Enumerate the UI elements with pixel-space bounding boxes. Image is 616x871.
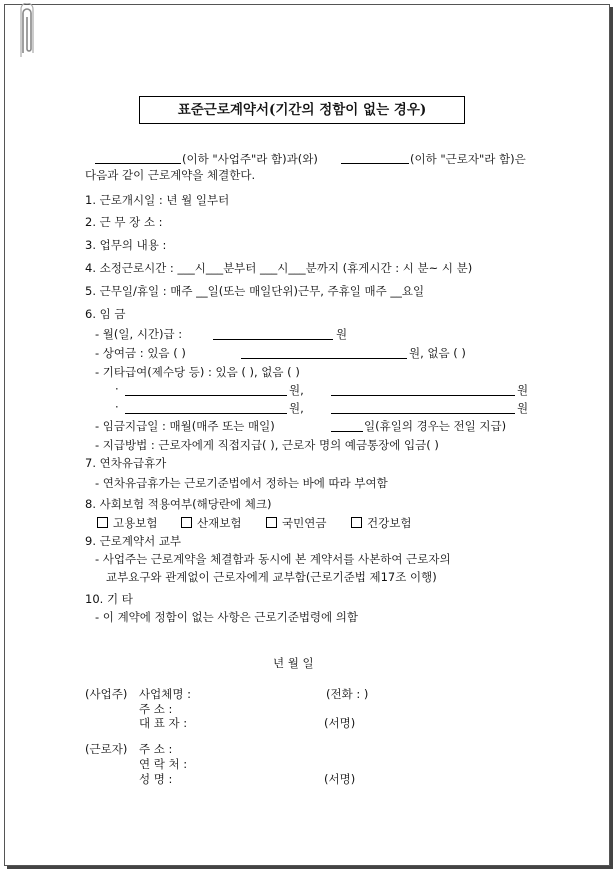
wage-monthly-unit: 원 xyxy=(336,327,348,341)
intro-line2: 다음과 같이 근로계약을 체결한다. xyxy=(85,168,256,182)
checkbox-icon[interactable] xyxy=(266,517,277,528)
annual-leave-note: - 연차유급휴가는 근로기준법에서 정하는 바에 따라 부여함 xyxy=(95,476,388,490)
insurance-health-label: 건강보험 xyxy=(367,516,412,530)
item-wages: 6. 임 금 xyxy=(85,307,126,321)
checkbox-icon[interactable] xyxy=(351,517,362,528)
employer-representative: 대 표 자 : xyxy=(139,716,188,730)
insurance-accident[interactable] xyxy=(181,516,241,530)
payday-blank[interactable] xyxy=(331,431,363,432)
intro-part2: (이하 "근로자"라 함)은 xyxy=(410,152,526,166)
document-title: 표준근로계약서(기간의 정함이 없는 경우) xyxy=(139,96,465,124)
item-job-description: 3. 업무의 내용 : xyxy=(85,238,167,252)
insurance-employment[interactable] xyxy=(97,516,157,530)
item-contract-delivery: 9. 근로계약서 교부 xyxy=(85,534,182,548)
item-etc: 10. 기 타 xyxy=(85,592,133,606)
contract-delivery-note-1: - 사업주는 근로계약을 체결함과 동시에 본 계약서를 사본하여 근로자의 xyxy=(95,552,451,566)
wage-monthly-blank[interactable] xyxy=(213,339,333,340)
bullet-dot: · xyxy=(115,400,119,414)
document-page xyxy=(4,4,610,866)
bonus-none: 원, 없음 ( ) xyxy=(409,346,466,360)
worker-signature[interactable]: (서명) xyxy=(324,772,356,786)
pay-method: - 지급방법 : 근로자에게 직접지급( ), 근로자 명의 예금통장에 입금( ) xyxy=(95,438,439,452)
item-start-date: 1. 근로개시일 : 년 월 일부터 xyxy=(85,193,230,207)
other-pay-blank-1[interactable] xyxy=(125,395,287,396)
other-pay-blank-4[interactable] xyxy=(331,413,515,414)
insurance-accident-label: 산재보험 xyxy=(197,516,242,530)
worker-name: 성 명 : xyxy=(139,772,173,786)
item-social-insurance: 8. 사회보험 적용여부(해당란에 체크) xyxy=(85,497,272,511)
intro-part1: (이하 "사업주"라 함)과(와) xyxy=(182,152,318,166)
other-pay-unit-1: 원, xyxy=(289,383,304,397)
checkbox-icon[interactable] xyxy=(97,517,108,528)
employer-address: 주 소 : xyxy=(139,702,173,716)
other-pay-blank-2[interactable] xyxy=(331,395,515,396)
payday-label: - 임금지급일 : 매월(매주 또는 매일) xyxy=(95,419,275,433)
bullet-dot: · xyxy=(115,382,119,396)
employer-business-name: 사업체명 : xyxy=(139,687,191,701)
employer-blank[interactable] xyxy=(95,163,181,164)
wage-monthly-label: - 월(일, 시간)급 : xyxy=(95,327,183,341)
employer-tag: (사업주) xyxy=(85,687,128,701)
paperclip-icon xyxy=(19,3,35,61)
etc-note: - 이 계약에 정함이 없는 사항은 근로기준법령에 의함 xyxy=(95,610,359,624)
bonus-blank[interactable] xyxy=(241,358,407,359)
other-pay-unit-2: 원 xyxy=(517,383,529,397)
other-pay-blank-3[interactable] xyxy=(125,413,287,414)
insurance-employment-label: 고용보험 xyxy=(113,516,158,530)
item-working-hours: 4. 소정근로시간 : ___시___분부터 ___시___분까지 (휴게시간 : 시 분~ 시 분) xyxy=(85,261,473,275)
payday-note: 일(휴일의 경우는 전일 지급) xyxy=(364,419,507,433)
worker-address: 주 소 : xyxy=(139,742,173,756)
bonus-label: - 상여금 : 있음 ( ) xyxy=(95,346,186,360)
insurance-health[interactable] xyxy=(351,516,411,530)
insurance-pension[interactable] xyxy=(266,516,326,530)
other-pay-label: - 기타급여(제수당 등) : 있음 ( ), 없음 ( ) xyxy=(95,365,300,379)
other-pay-unit-4: 원 xyxy=(517,401,529,415)
worker-blank[interactable] xyxy=(341,163,409,164)
worker-tag: (근로자) xyxy=(85,742,128,756)
item-workdays: 5. 근무일/휴일 : 매주 __일(또는 매일단위)근무, 주휴일 매주 __요일 xyxy=(85,284,425,298)
item-workplace: 2. 근 무 장 소 : xyxy=(85,215,163,229)
checkbox-icon[interactable] xyxy=(181,517,192,528)
employer-phone: (전화 : ) xyxy=(326,687,369,701)
item-annual-leave: 7. 연차유급휴가 xyxy=(85,456,167,470)
other-pay-unit-3: 원, xyxy=(289,401,304,415)
contract-delivery-note-2: 교부요구와 관계없이 근로자에게 교부함(근로기준법 제17조 이행) xyxy=(106,570,437,584)
insurance-pension-label: 국민연금 xyxy=(282,516,327,530)
employer-signature[interactable]: (서명) xyxy=(324,716,356,730)
worker-contact: 연 락 처 : xyxy=(139,757,188,771)
sign-date: 년 월 일 xyxy=(273,656,314,670)
